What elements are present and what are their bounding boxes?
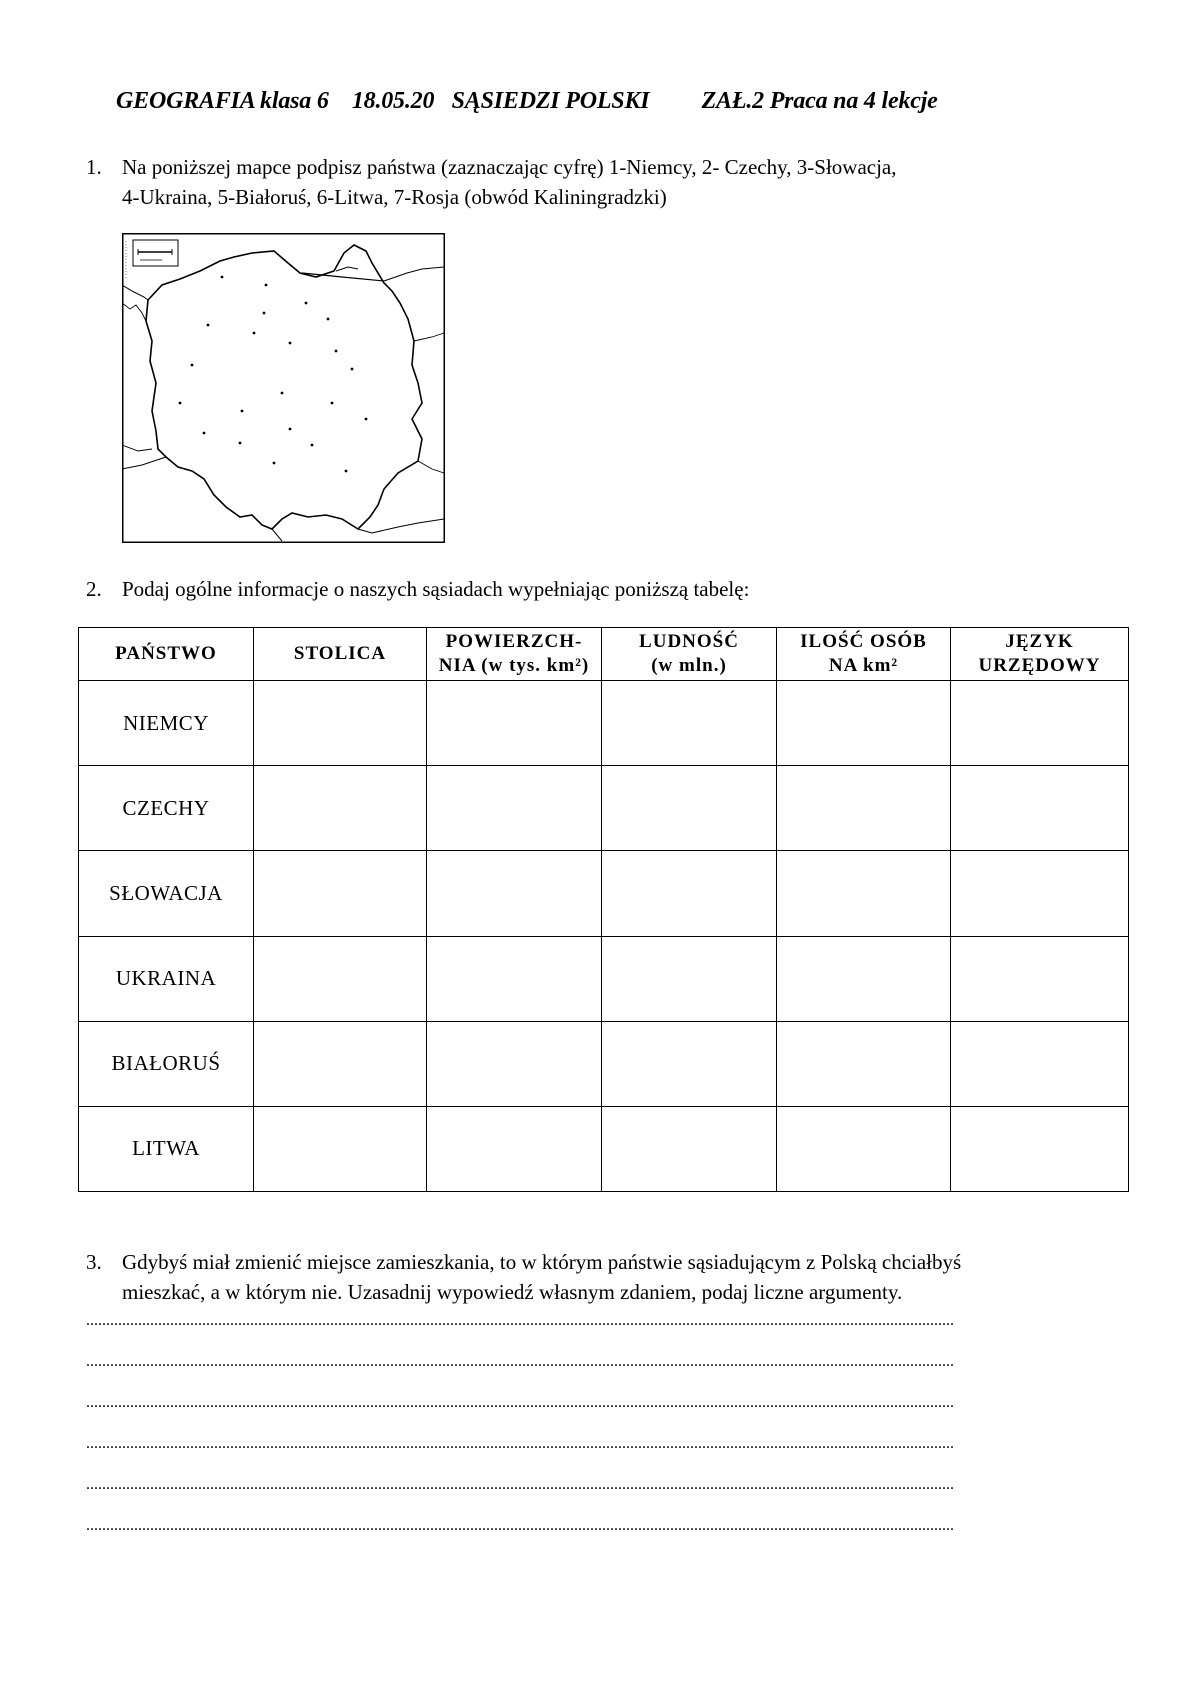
answer-cell[interactable] (777, 681, 951, 766)
task-1 (86, 152, 1146, 212)
poland-outline-map (122, 233, 445, 543)
task-3-text-line-1: Gdybyś miał zmienić miejsce zamieszkania, to w którym państwie sąsiadującym z Polską chciałbyś (122, 1250, 962, 1274)
table-row (79, 681, 1129, 766)
task-2-number: 2. (86, 577, 102, 601)
answer-cell[interactable] (427, 936, 602, 1021)
answer-cell[interactable] (427, 1021, 602, 1106)
country-cell: LITWA (79, 1106, 254, 1191)
answer-cell[interactable] (602, 936, 777, 1021)
country-cell: BIAŁORUŚ (79, 1021, 254, 1106)
answer-cell[interactable] (254, 1106, 427, 1191)
task-1-text-line-1: Na poniższej mapce podpisz państwa (zaznaczając cyfrę) 1-Niemcy, 2- Czechy, 3-Słowacja, (122, 155, 897, 179)
answer-cell[interactable] (427, 1106, 602, 1191)
answer-cell[interactable] (602, 1106, 777, 1191)
answer-cell[interactable] (777, 1106, 951, 1191)
answer-cell[interactable] (951, 681, 1129, 766)
answer-cell[interactable] (777, 936, 951, 1021)
header-panstwo: PAŃSTWO (79, 628, 254, 681)
answer-cell[interactable] (602, 766, 777, 851)
answer-cell[interactable] (951, 851, 1129, 936)
table-row (79, 936, 1129, 1021)
answer-line[interactable]: ......................................................................................................................................................................................................................... (86, 1517, 954, 1534)
answer-cell[interactable] (777, 1021, 951, 1106)
task-1-number: 1. (86, 155, 102, 179)
answer-line[interactable]: ......................................................................................................................................................................................................................... (86, 1312, 954, 1329)
header-powierzchnia: POWIERZCH- NIA (w tys. km²) (427, 628, 602, 681)
country-cell: CZECHY (79, 766, 254, 851)
task-1-text-line-2: 4-Ukraina, 5-Białoruś, 6-Litwa, 7-Rosja (obwód Kaliningradzki) (122, 185, 667, 209)
header-ludnosc: LUDNOŚĆ (w mln.) (602, 628, 777, 681)
task-3-text-line-2: mieszkać, a w którym nie. Uzasadnij wypowiedź własnym zdaniem, podaj liczne argumenty. (122, 1280, 903, 1304)
neighbours-table (78, 627, 1129, 1192)
header-stolica: STOLICA (254, 628, 427, 681)
answer-cell[interactable] (254, 1021, 427, 1106)
task-3-number: 3. (86, 1250, 102, 1274)
table-row (79, 766, 1129, 851)
table-row (79, 1106, 1129, 1191)
header-gestosc: ILOŚĆ OSÓB NA km² (777, 628, 951, 681)
answer-cell[interactable] (951, 1106, 1129, 1191)
answer-cell[interactable] (427, 681, 602, 766)
header-jezyk: JĘZYK URZĘDOWY (951, 628, 1129, 681)
answer-line[interactable]: ......................................................................................................................................................................................................................... (86, 1476, 954, 1493)
answer-cell[interactable] (951, 766, 1129, 851)
answer-cell[interactable] (602, 1021, 777, 1106)
answer-cell[interactable] (777, 851, 951, 936)
answer-cell[interactable] (254, 681, 427, 766)
answer-cell[interactable] (254, 766, 427, 851)
country-cell: SŁOWACJA (79, 851, 254, 936)
answer-cell[interactable] (254, 936, 427, 1021)
answer-cell[interactable] (602, 851, 777, 936)
task-2-text: Podaj ogólne informacje o naszych sąsiadach wypełniając poniższą tabelę: (122, 577, 750, 601)
answer-cell[interactable] (427, 766, 602, 851)
table-header-row (79, 628, 1129, 681)
answer-line[interactable]: ......................................................................................................................................................................................................................... (86, 1353, 954, 1370)
answer-line[interactable]: ......................................................................................................................................................................................................................... (86, 1394, 954, 1411)
map-frame (123, 234, 445, 543)
country-cell: UKRAINA (79, 936, 254, 1021)
task-3 (86, 1247, 1146, 1307)
worksheet-title: GEOGRAFIA klasa 6 18.05.20 SĄSIEDZI POLSKI ZAŁ.2 Praca na 4 lekcje (116, 88, 938, 114)
answer-cell[interactable] (777, 766, 951, 851)
answer-cell[interactable] (254, 851, 427, 936)
answer-line[interactable]: ......................................................................................................................................................................................................................... (86, 1435, 954, 1452)
country-cell: NIEMCY (79, 681, 254, 766)
table-row (79, 851, 1129, 936)
task-2 (86, 574, 1146, 604)
map-scale-legend (133, 240, 178, 266)
answer-cell[interactable] (951, 1021, 1129, 1106)
table-row (79, 1021, 1129, 1106)
answer-cell[interactable] (602, 681, 777, 766)
answer-cell[interactable] (427, 851, 602, 936)
answer-cell[interactable] (951, 936, 1129, 1021)
